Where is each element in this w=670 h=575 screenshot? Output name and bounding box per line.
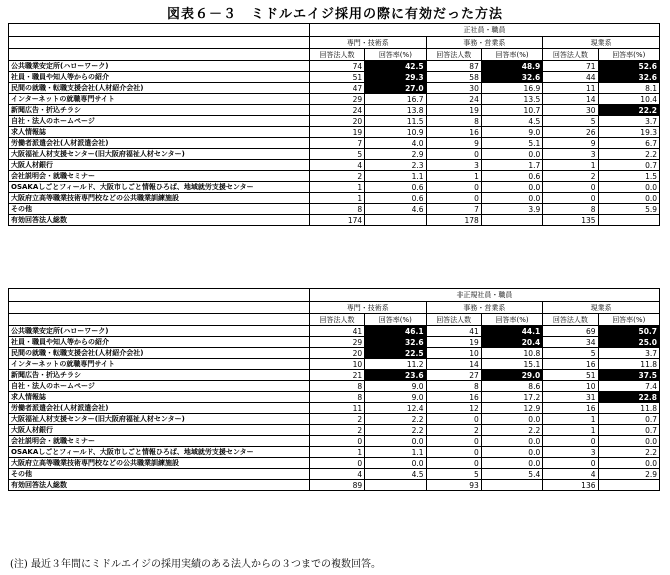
count-cell: 14	[543, 94, 598, 105]
count-header: 回答法人数	[426, 314, 481, 326]
count-cell: 1	[309, 447, 364, 458]
total-count-cell: 89	[309, 480, 364, 491]
row-label: その他	[9, 204, 310, 215]
rate-header: 回答率(%)	[598, 49, 659, 61]
rate-cell: 0.0	[598, 193, 659, 204]
count-cell: 4	[309, 160, 364, 171]
category-header-row	[9, 302, 660, 314]
rate-cell: 3.7	[598, 348, 660, 359]
count-cell: 58	[426, 72, 481, 83]
group-label: 非正規社員・職員	[309, 289, 659, 302]
count-cell: 24	[426, 94, 481, 105]
count-cell: 34	[543, 337, 598, 348]
rate-cell: 0.7	[598, 414, 660, 425]
table-row	[9, 458, 660, 469]
group-header-row	[9, 289, 660, 302]
rate-cell: 0.0	[598, 182, 659, 193]
table-row	[9, 436, 660, 447]
row-label: 民間の就職・転職支援会社(人材紹介会社)	[9, 83, 310, 94]
count-cell: 27	[426, 370, 481, 381]
rate-cell: 2.2	[598, 149, 659, 160]
rate-cell: 0.7	[598, 160, 659, 171]
rate-cell: 16.7	[365, 94, 426, 105]
count-cell: 1	[543, 414, 598, 425]
group-label: 正社員・職員	[309, 24, 659, 37]
column-header-row	[9, 49, 660, 61]
footnote: (注) 最近３年間にミドルエイジの採用実績のある法人からの３つまでの複数回答。	[10, 559, 381, 570]
count-header: 回答法人数	[543, 314, 598, 326]
rate-cell: 4.6	[365, 204, 426, 215]
table-regular-employees	[8, 23, 660, 226]
table-row	[9, 61, 660, 72]
count-cell: 10	[543, 381, 598, 392]
table-row	[9, 447, 660, 458]
rate-cell: 2.2	[481, 425, 542, 436]
count-cell: 19	[426, 105, 481, 116]
rate-header: 回答率(%)	[598, 314, 660, 326]
row-label: 自社・法人のホームページ	[9, 116, 310, 127]
category-label: 専門・技術系	[309, 37, 426, 49]
table-row	[9, 182, 660, 193]
table-non-regular-employees	[8, 288, 660, 491]
count-cell: 0	[543, 182, 598, 193]
count-cell: 10	[426, 348, 481, 359]
rate-cell: 0.0	[481, 149, 542, 160]
row-label: 民間の就職・転職支援会社(人材紹介会社)	[9, 348, 310, 359]
total-rate-cell	[365, 215, 426, 226]
table-row	[9, 370, 660, 381]
count-cell: 29	[309, 94, 364, 105]
count-cell: 1	[543, 160, 598, 171]
count-cell: 0	[543, 193, 598, 204]
rate-cell: 9.0	[365, 392, 426, 403]
count-cell: 16	[426, 127, 481, 138]
row-label: 会社説明会・就職セミナー	[9, 436, 310, 447]
row-label: 労働者派遣会社(人材派遣会社)	[9, 403, 310, 414]
rate-cell: 2.3	[365, 160, 426, 171]
count-cell: 5	[543, 116, 598, 127]
count-cell: 0	[426, 458, 481, 469]
table-row	[9, 326, 660, 337]
count-cell: 2	[543, 171, 598, 182]
rate-cell: 3.9	[481, 204, 542, 215]
count-cell: 9	[543, 138, 598, 149]
category-label: 専門・技術系	[309, 302, 426, 314]
row-label: OSAKAしごとフィールド、大阪市しごと情報ひろば、地域就労支援センター	[9, 447, 310, 458]
row-label: 公共職業安定所(ハローワーク)	[9, 61, 310, 72]
rate-cell: 0.0	[481, 447, 542, 458]
category-header-row	[9, 37, 660, 49]
rate-cell: 2.2	[365, 414, 426, 425]
rate-cell: 8.1	[598, 83, 659, 94]
count-cell: 16	[543, 403, 598, 414]
rate-cell: 10.4	[598, 94, 659, 105]
count-cell: 14	[426, 359, 481, 370]
count-cell: 0	[426, 414, 481, 425]
count-cell: 20	[309, 116, 364, 127]
rate-cell: 32.6	[365, 337, 426, 348]
rate-cell: 46.1	[365, 326, 426, 337]
rate-cell: 0.0	[365, 458, 426, 469]
total-row	[9, 480, 660, 491]
rate-cell: 0.0	[598, 436, 660, 447]
count-cell: 2	[309, 425, 364, 436]
row-label: 労働者派遣会社(人材派遣会社)	[9, 138, 310, 149]
rate-cell: 22.5	[365, 348, 426, 359]
total-count-cell: 93	[426, 480, 481, 491]
rate-header: 回答率(%)	[481, 314, 542, 326]
count-cell: 2	[426, 425, 481, 436]
category-label: 事務・営業系	[426, 302, 543, 314]
row-label: 大阪福祉人材支援センター(旧大阪府福祉人材センター)	[9, 414, 310, 425]
count-cell: 16	[543, 359, 598, 370]
count-header: 回答法人数	[426, 49, 481, 61]
rate-cell: 19.3	[598, 127, 659, 138]
rate-cell: 25.0	[598, 337, 660, 348]
count-cell: 51	[309, 72, 364, 83]
category-label: 現業系	[543, 302, 660, 314]
table-row	[9, 414, 660, 425]
total-count-cell: 178	[426, 215, 481, 226]
rate-cell: 3.7	[598, 116, 659, 127]
rate-cell: 5.1	[481, 138, 542, 149]
count-cell: 8	[309, 392, 364, 403]
row-label: インターネットの就職専門サイト	[9, 94, 310, 105]
count-cell: 4	[309, 469, 364, 480]
count-cell: 69	[543, 326, 598, 337]
count-cell: 2	[309, 414, 364, 425]
count-cell: 0	[426, 436, 481, 447]
table-row	[9, 193, 660, 204]
rate-cell: 4.5	[481, 116, 542, 127]
rate-cell: 15.1	[481, 359, 542, 370]
total-rate-cell	[598, 480, 660, 491]
rate-cell: 0.7	[598, 425, 660, 436]
row-label: OSAKAしごとフィールド、大阪市しごと情報ひろば、地域就労支援センター	[9, 182, 310, 193]
count-cell: 0	[426, 193, 481, 204]
total-rate-cell	[481, 215, 542, 226]
table-row	[9, 72, 660, 83]
table-row	[9, 403, 660, 414]
row-label: 大阪府立高等職業技術専門校などの公共職業訓練施設	[9, 193, 310, 204]
count-cell: 30	[426, 83, 481, 94]
rate-cell: 29.0	[481, 370, 542, 381]
table-row	[9, 204, 660, 215]
rate-cell: 10.9	[365, 127, 426, 138]
rate-cell: 1.1	[365, 447, 426, 458]
rate-header: 回答率(%)	[365, 49, 426, 61]
row-label: インターネットの就職専門サイト	[9, 359, 310, 370]
table-row	[9, 337, 660, 348]
count-cell: 8	[426, 116, 481, 127]
count-cell: 1	[426, 171, 481, 182]
rate-cell: 5.4	[481, 469, 542, 480]
count-cell: 2	[309, 171, 364, 182]
count-cell: 19	[309, 127, 364, 138]
total-label: 有効回答法人総数	[9, 215, 310, 226]
count-cell: 41	[309, 326, 364, 337]
rate-cell: 0.0	[481, 458, 542, 469]
count-cell: 0	[543, 458, 598, 469]
rate-cell: 11.8	[598, 359, 660, 370]
rate-cell: 0.0	[481, 193, 542, 204]
count-cell: 11	[309, 403, 364, 414]
rate-cell: 32.6	[481, 72, 542, 83]
rate-cell: 6.7	[598, 138, 659, 149]
rate-cell: 22.2	[598, 105, 659, 116]
row-label: 新聞広告・折込チラシ	[9, 370, 310, 381]
rate-cell: 42.5	[365, 61, 426, 72]
count-cell: 11	[543, 83, 598, 94]
count-cell: 51	[543, 370, 598, 381]
row-label: 公共職業安定所(ハローワーク)	[9, 326, 310, 337]
rate-cell: 5.9	[598, 204, 659, 215]
corner-cell	[9, 314, 310, 326]
rate-cell: 13.8	[365, 105, 426, 116]
table-row	[9, 83, 660, 94]
total-count-cell: 136	[543, 480, 598, 491]
count-cell: 47	[309, 83, 364, 94]
rate-cell: 22.8	[598, 392, 660, 403]
count-cell: 20	[309, 348, 364, 359]
rate-cell: 50.7	[598, 326, 660, 337]
total-count-cell: 135	[543, 215, 598, 226]
table-row	[9, 138, 660, 149]
count-cell: 9	[426, 138, 481, 149]
count-cell: 74	[309, 61, 364, 72]
rate-cell: 2.2	[365, 425, 426, 436]
rate-cell: 44.1	[481, 326, 542, 337]
count-cell: 5	[426, 469, 481, 480]
rate-cell: 4.5	[365, 469, 426, 480]
rate-cell: 1.7	[481, 160, 542, 171]
rate-cell: 16.9	[481, 83, 542, 94]
rate-cell: 52.6	[598, 61, 659, 72]
count-cell: 8	[309, 381, 364, 392]
table-row	[9, 392, 660, 403]
corner-cell	[9, 24, 310, 37]
rate-cell: 1.1	[365, 171, 426, 182]
rate-header: 回答率(%)	[365, 314, 426, 326]
rate-cell: 48.9	[481, 61, 542, 72]
rate-cell: 12.9	[481, 403, 542, 414]
rate-cell: 11.2	[365, 359, 426, 370]
row-label: その他	[9, 469, 310, 480]
row-label: 求人情報誌	[9, 392, 310, 403]
count-cell: 0	[426, 447, 481, 458]
count-cell: 8	[543, 204, 598, 215]
row-label: 求人情報誌	[9, 127, 310, 138]
rate-cell: 20.4	[481, 337, 542, 348]
rate-cell: 11.8	[598, 403, 660, 414]
rate-cell: 32.6	[598, 72, 659, 83]
count-cell: 21	[309, 370, 364, 381]
table-row	[9, 171, 660, 182]
category-label: 現業系	[543, 37, 660, 49]
count-cell: 1	[309, 182, 364, 193]
rate-cell: 0.6	[481, 171, 542, 182]
rate-cell: 12.4	[365, 403, 426, 414]
rate-cell: 7.4	[598, 381, 660, 392]
rate-cell: 0.0	[598, 458, 660, 469]
rate-cell: 37.5	[598, 370, 660, 381]
rate-cell: 4.0	[365, 138, 426, 149]
total-rate-cell	[481, 480, 542, 491]
count-cell: 41	[426, 326, 481, 337]
count-cell: 0	[309, 458, 364, 469]
column-header-row	[9, 314, 660, 326]
count-cell: 1	[309, 193, 364, 204]
table-row	[9, 425, 660, 436]
count-cell: 71	[543, 61, 598, 72]
table-row	[9, 469, 660, 480]
count-cell: 0	[543, 436, 598, 447]
table-row	[9, 127, 660, 138]
group-header-row	[9, 24, 660, 37]
count-cell: 12	[426, 403, 481, 414]
rate-cell: 10.8	[481, 348, 542, 359]
rate-cell: 23.6	[365, 370, 426, 381]
row-label: 大阪府立高等職業技術専門校などの公共職業訓練施設	[9, 458, 310, 469]
figure-title: 図表６－３ ミドルエイジ採用の際に有効だった方法	[166, 7, 503, 22]
count-cell: 44	[543, 72, 598, 83]
corner-cell	[9, 302, 310, 314]
count-cell: 30	[543, 105, 598, 116]
count-cell: 0	[309, 436, 364, 447]
rate-cell: 0.0	[481, 182, 542, 193]
count-header: 回答法人数	[309, 49, 364, 61]
row-label: 自社・法人のホームページ	[9, 381, 310, 392]
rate-cell: 2.9	[365, 149, 426, 160]
corner-cell	[9, 49, 310, 61]
count-cell: 3	[543, 447, 598, 458]
total-rate-cell	[598, 215, 659, 226]
total-label: 有効回答法人総数	[9, 480, 310, 491]
total-rate-cell	[365, 480, 426, 491]
count-cell: 8	[309, 204, 364, 215]
table-row	[9, 116, 660, 127]
count-cell: 1	[543, 425, 598, 436]
rate-cell: 0.6	[365, 193, 426, 204]
rate-cell: 0.6	[365, 182, 426, 193]
table-row	[9, 348, 660, 359]
table-row	[9, 94, 660, 105]
rate-cell: 10.7	[481, 105, 542, 116]
row-label: 大阪人材銀行	[9, 160, 310, 171]
rate-cell: 0.0	[365, 436, 426, 447]
total-row	[9, 215, 660, 226]
total-count-cell: 174	[309, 215, 364, 226]
rate-cell: 2.9	[598, 469, 660, 480]
count-cell: 26	[543, 127, 598, 138]
rate-cell: 0.0	[481, 436, 542, 447]
corner-cell	[9, 289, 310, 302]
table-row	[9, 359, 660, 370]
rate-cell: 27.0	[365, 83, 426, 94]
row-label: 大阪福祉人材支援センター(旧大阪府福祉人材センター)	[9, 149, 310, 160]
count-cell: 29	[309, 337, 364, 348]
row-label: 社員・職員や知人等からの紹介	[9, 337, 310, 348]
rate-cell: 9.0	[365, 381, 426, 392]
category-label: 事務・営業系	[426, 37, 543, 49]
row-label: 会社説明会・就職セミナー	[9, 171, 310, 182]
table-row	[9, 160, 660, 171]
row-label: 新聞広告・折込チラシ	[9, 105, 310, 116]
table-row	[9, 381, 660, 392]
count-cell: 7	[309, 138, 364, 149]
rate-cell: 1.5	[598, 171, 659, 182]
rate-cell: 29.3	[365, 72, 426, 83]
count-cell: 0	[426, 182, 481, 193]
table-row	[9, 105, 660, 116]
count-cell: 5	[543, 348, 598, 359]
count-cell: 31	[543, 392, 598, 403]
rate-header: 回答率(%)	[481, 49, 542, 61]
row-label: 大阪人材銀行	[9, 425, 310, 436]
row-label: 社員・職員や知人等からの紹介	[9, 72, 310, 83]
count-cell: 24	[309, 105, 364, 116]
count-cell: 8	[426, 381, 481, 392]
count-cell: 3	[543, 149, 598, 160]
rate-cell: 11.5	[365, 116, 426, 127]
count-cell: 10	[309, 359, 364, 370]
rate-cell: 8.6	[481, 381, 542, 392]
count-cell: 5	[309, 149, 364, 160]
rate-cell: 0.0	[481, 414, 542, 425]
count-cell: 4	[543, 469, 598, 480]
rate-cell: 13.5	[481, 94, 542, 105]
count-cell: 87	[426, 61, 481, 72]
count-cell: 19	[426, 337, 481, 348]
corner-cell	[9, 37, 310, 49]
count-cell: 16	[426, 392, 481, 403]
rate-cell: 2.2	[598, 447, 660, 458]
table-row	[9, 149, 660, 160]
count-cell: 0	[426, 149, 481, 160]
count-cell: 3	[426, 160, 481, 171]
rate-cell: 17.2	[481, 392, 542, 403]
count-header: 回答法人数	[309, 314, 364, 326]
count-cell: 7	[426, 204, 481, 215]
rate-cell: 9.0	[481, 127, 542, 138]
count-header: 回答法人数	[543, 49, 598, 61]
